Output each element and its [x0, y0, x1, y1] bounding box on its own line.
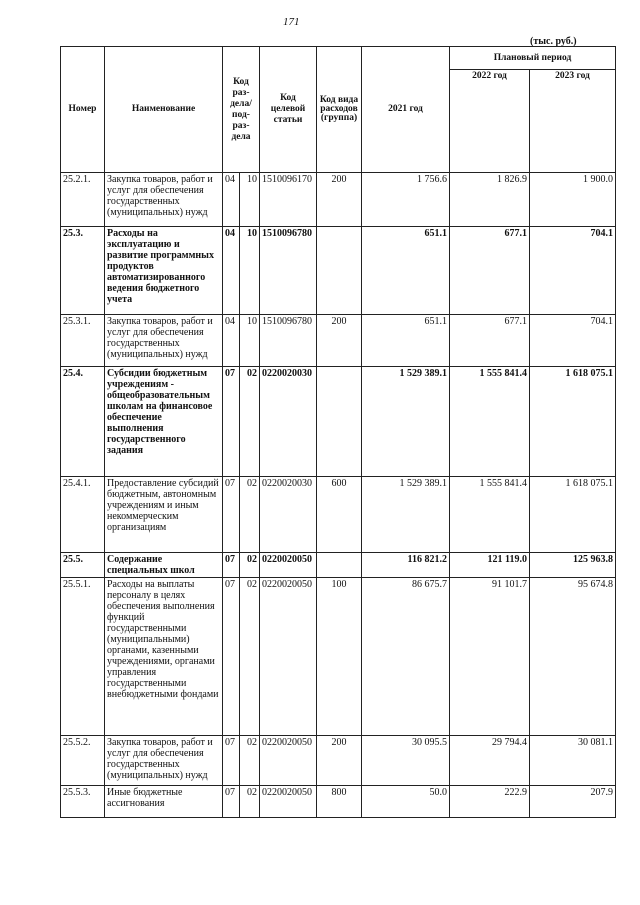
row-value-2021: 651.1	[362, 227, 450, 315]
row-value-2021: 1 529 389.1	[362, 477, 450, 553]
table-row	[61, 736, 616, 786]
row-name: Содержание специальных школ	[105, 553, 223, 578]
row-value-2023: 704.1	[530, 227, 616, 315]
row-subsection: 02	[240, 367, 260, 477]
header-name: Наименование	[105, 47, 223, 173]
row-value-2021: 651.1	[362, 315, 450, 367]
row-value-2022: 1 555 841.4	[450, 367, 530, 477]
row-value-2023: 30 081.1	[530, 736, 616, 786]
row-value-2022: 677.1	[450, 315, 530, 367]
row-number: 25.5.3.	[61, 786, 105, 818]
row-section: 04	[223, 227, 240, 315]
row-expense-kind	[317, 367, 362, 477]
row-section: 07	[223, 477, 240, 553]
table-row	[61, 227, 616, 315]
row-value-2021: 50.0	[362, 786, 450, 818]
row-expense-kind: 800	[317, 786, 362, 818]
row-number: 25.3.1.	[61, 315, 105, 367]
row-value-2022: 677.1	[450, 227, 530, 315]
row-value-2023: 1 618 075.1	[530, 367, 616, 477]
header-kind: Код вида расходов (группа)	[317, 47, 362, 173]
table-row	[61, 367, 616, 477]
row-value-2021: 30 095.5	[362, 736, 450, 786]
row-number: 25.4.1.	[61, 477, 105, 553]
header-2022: 2022 год	[450, 70, 530, 173]
row-name: Закупка товаров, работ и услуг для обеспечения государственных (муниципальных) нужд	[105, 315, 223, 367]
row-target-code: 1510096170	[260, 173, 317, 227]
header-number: Номер	[61, 47, 105, 173]
row-value-2023: 125 963.8	[530, 553, 616, 578]
table-row	[61, 315, 616, 367]
row-subsection: 02	[240, 736, 260, 786]
row-subsection: 02	[240, 578, 260, 736]
row-target-code: 0220020030	[260, 477, 317, 553]
page-number: 171	[283, 16, 300, 28]
row-target-code: 0220020030	[260, 367, 317, 477]
row-number: 25.4.	[61, 367, 105, 477]
row-section: 04	[223, 315, 240, 367]
row-value-2021: 116 821.2	[362, 553, 450, 578]
row-expense-kind	[317, 553, 362, 578]
row-value-2022: 1 555 841.4	[450, 477, 530, 553]
table-row	[61, 553, 616, 578]
row-expense-kind: 100	[317, 578, 362, 736]
table-row	[61, 477, 616, 553]
row-name: Закупка товаров, работ и услуг для обеспечения государственных (муниципальных) нужд	[105, 173, 223, 227]
row-value-2021: 1 529 389.1	[362, 367, 450, 477]
row-value-2023: 95 674.8	[530, 578, 616, 736]
row-expense-kind: 600	[317, 477, 362, 553]
row-subsection: 02	[240, 786, 260, 818]
row-number: 25.3.	[61, 227, 105, 315]
row-section: 07	[223, 736, 240, 786]
row-number: 25.5.2.	[61, 736, 105, 786]
row-expense-kind	[317, 227, 362, 315]
row-target-code: 1510096780	[260, 227, 317, 315]
row-value-2022: 222.9	[450, 786, 530, 818]
row-value-2023: 1 618 075.1	[530, 477, 616, 553]
budget-table	[60, 46, 616, 818]
row-number: 25.5.	[61, 553, 105, 578]
header-section: Код раз-дела/ под-раз-дела	[223, 47, 260, 173]
row-value-2022: 121 119.0	[450, 553, 530, 578]
row-section: 07	[223, 553, 240, 578]
units-label: (тыс. руб.)	[530, 36, 577, 47]
row-section: 04	[223, 173, 240, 227]
header-2023: 2023 год	[530, 70, 616, 173]
row-expense-kind: 200	[317, 173, 362, 227]
row-target-code: 1510096780	[260, 315, 317, 367]
row-value-2022: 91 101.7	[450, 578, 530, 736]
row-target-code: 0220020050	[260, 736, 317, 786]
table-row	[61, 786, 616, 818]
row-subsection: 10	[240, 315, 260, 367]
row-subsection: 10	[240, 173, 260, 227]
row-value-2022: 29 794.4	[450, 736, 530, 786]
row-value-2023: 1 900.0	[530, 173, 616, 227]
row-value-2023: 207.9	[530, 786, 616, 818]
header-planned-period: Плановый период	[450, 47, 616, 70]
table-row	[61, 578, 616, 736]
row-expense-kind: 200	[317, 736, 362, 786]
row-value-2023: 704.1	[530, 315, 616, 367]
row-subsection: 02	[240, 477, 260, 553]
table-row	[61, 173, 616, 227]
row-subsection: 02	[240, 553, 260, 578]
row-name: Расходы на эксплуатацию и развитие программных продуктов автоматизированного ведения бюджетного учета	[105, 227, 223, 315]
row-name: Расходы на выплаты персоналу в целях обеспечения выполнения функций государственными (муниципальными) органами, казенными учреждениями, органами управления государственными внебюджетными фондами	[105, 578, 223, 736]
row-target-code: 0220020050	[260, 553, 317, 578]
row-value-2021: 86 675.7	[362, 578, 450, 736]
header-2021: 2021 год	[362, 47, 450, 173]
row-section: 07	[223, 578, 240, 736]
header-target: Код целевой статьи	[260, 47, 317, 173]
row-section: 07	[223, 367, 240, 477]
row-name: Закупка товаров, работ и услуг для обеспечения государственных (муниципальных) нужд	[105, 736, 223, 786]
row-subsection: 10	[240, 227, 260, 315]
row-value-2021: 1 756.6	[362, 173, 450, 227]
row-name: Субсидии бюджетным учреждениям - общеобразовательным школам на финансовое обеспечение выполнения государственного задания	[105, 367, 223, 477]
row-name: Иные бюджетные ассигнования	[105, 786, 223, 818]
row-target-code: 0220020050	[260, 786, 317, 818]
row-number: 25.5.1.	[61, 578, 105, 736]
row-value-2022: 1 826.9	[450, 173, 530, 227]
row-target-code: 0220020050	[260, 578, 317, 736]
row-name: Предоставление субсидий бюджетным, автономным учреждениям и иным некоммерческим организациям	[105, 477, 223, 553]
row-expense-kind: 200	[317, 315, 362, 367]
row-number: 25.2.1.	[61, 173, 105, 227]
row-section: 07	[223, 786, 240, 818]
